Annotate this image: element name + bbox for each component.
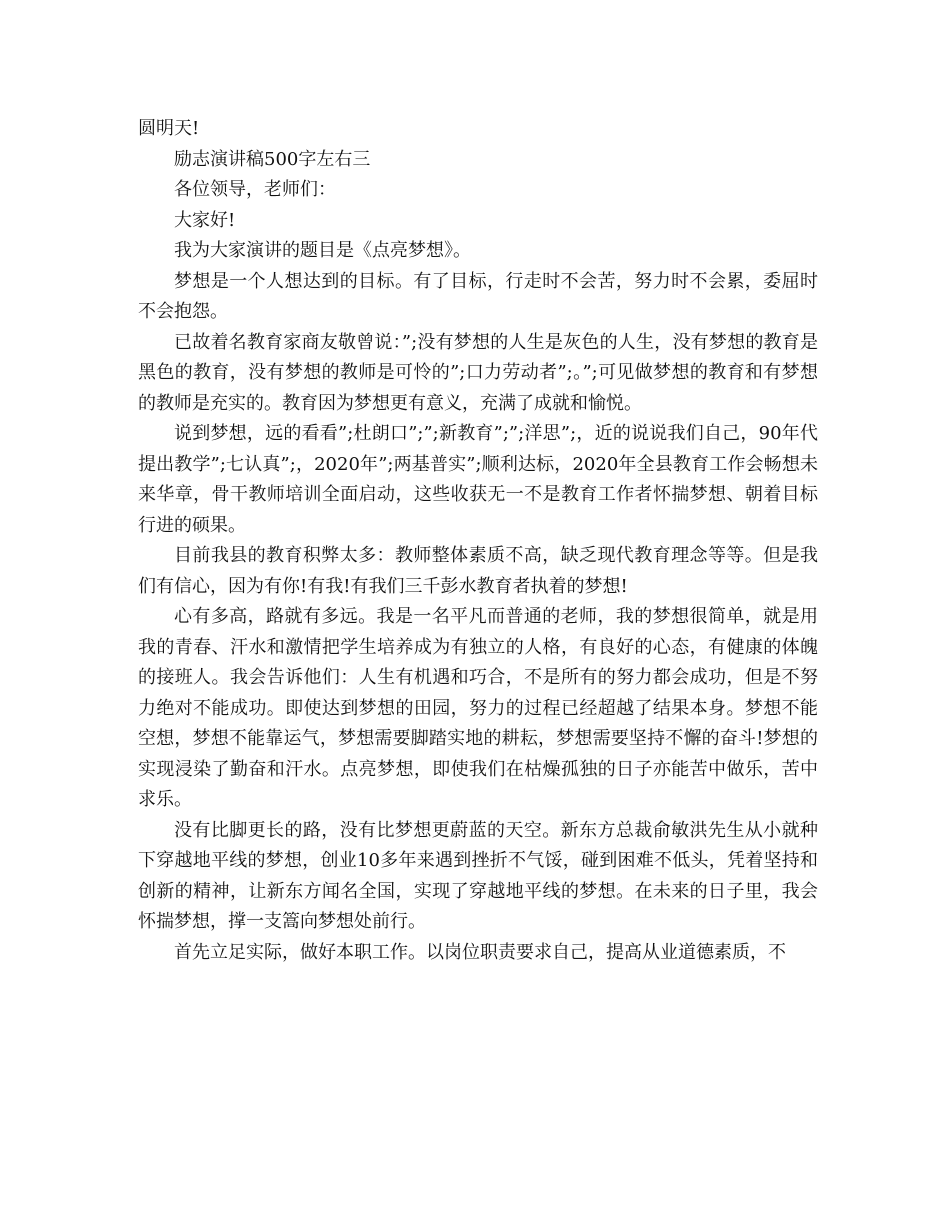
paragraph-7: 已故着名教育家商友敬曾说：”;没有梦想的人生是灰色的人生，没有梦想的教育是黑色的教育，没有梦想的教师是可怜的”;口力劳动者”;。”;可见做梦想的教育和有梦想的教师是充实的。教育因为梦想更有意义，充满了成就和愉悦。 — [138, 331, 818, 414]
paragraph-10: 心有多高，路就有多远。我是一名平凡而普通的老师，我的梦想很简单，就是用我的青春、汗水和激情把学生培养成为有独立的人格，有良好的心态，有健康的体魄的接班人。我会告诉他们：人生有机遇和巧合，不是所有的努力都会成功，但是不努力绝对不能成功。即使达到梦想的田园，努力的过程已经超越了结果本身。梦想不能空想，梦想不能靠运气，梦想需要脚踏实地的耕耘，梦想需要坚持不懈的奋斗!梦想的实现浸染了勤奋和汗水。点亮梦想，即使我们在枯燥孤独的日子亦能苦中做乐，苦中求乐。 — [138, 606, 818, 810]
paragraph-4: 大家好! — [174, 209, 236, 231]
paragraph-3: 各位领导，老师们： — [174, 179, 336, 200]
paragraph-12: 首先立足实际，做好本职工作。以岗位职责要求自己，提高从业道德素质，不 — [174, 941, 786, 963]
paragraph-5: 我为大家演讲的题目是《点亮梦想》。 — [174, 240, 471, 261]
document-body — [138, 114, 818, 968]
paragraph-9: 目前我县的教育积弊太多：教师整体素质不高，缺乏现代教育理念等等。但是我们有信心，因为有你!有我!有我们三千彭水教育者执着的梦想! — [138, 545, 818, 597]
paragraph-11: 没有比脚更长的路，没有比梦想更蔚蓝的天空。新东方总裁俞敏洪先生从小就种下穿越地平线的梦想，创业10多年来遇到挫折不气馁，碰到困难不低头，凭着坚持和创新的精神，让新东方闻名全国，实现了穿越地平线的梦想。在未来的日子里，我会怀揣梦想，撑一支篙向梦想处前行。 — [138, 819, 818, 932]
paragraph-6: 梦想是一个人想达到的目标。有了目标，行走时不会苦，努力时不会累，委屈时不会抱怨。 — [138, 270, 818, 322]
paragraph-2: 励志演讲稿500字左右三 — [174, 148, 371, 170]
paragraph-1: 圆明天! — [138, 118, 200, 139]
paragraph-8: 说到梦想，远的看看”;杜朗口”;”;新教育”;”;洋思”;，近的说说我们自己，90年代提出教学”;七认真”;，2020年”;两基普实”;顺利达标，2020年全县教育工作会畅想未来华章，骨干教师培训全面启动，这些收获无一不是教育工作者怀揣梦想、朝着目标行进的硕果。 — [138, 423, 818, 536]
